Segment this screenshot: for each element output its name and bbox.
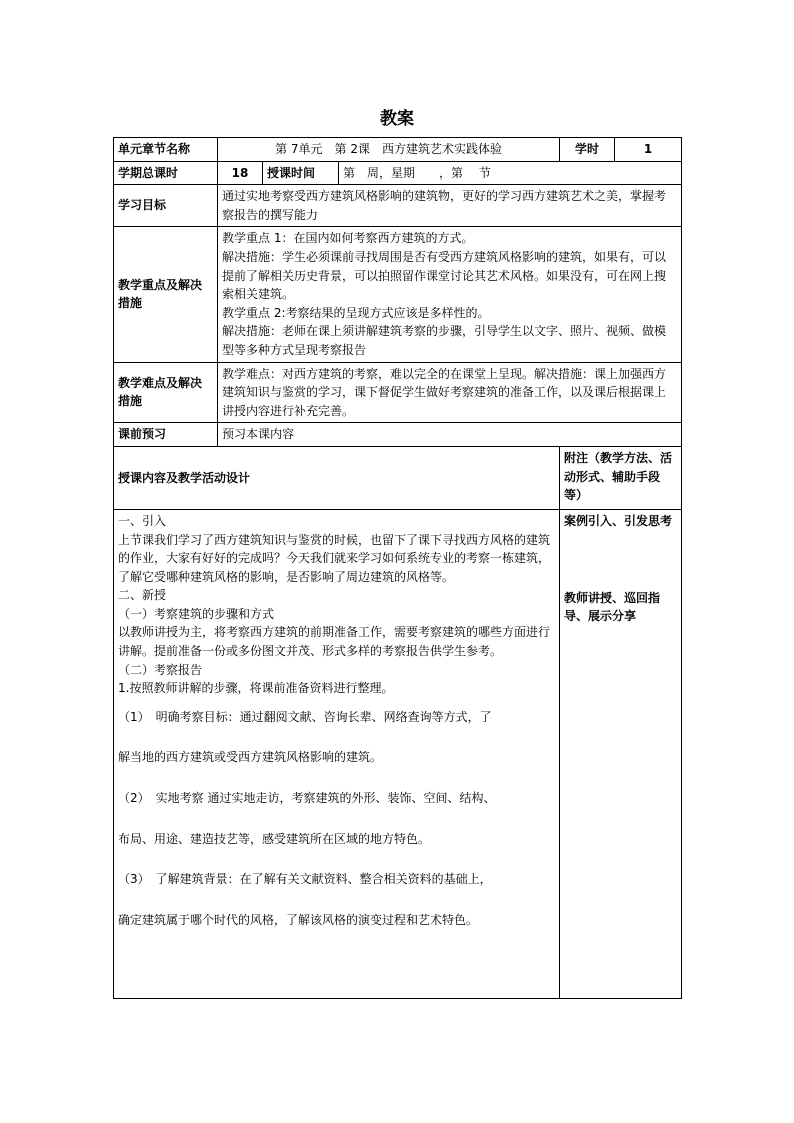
key-points-content xyxy=(218,227,682,362)
hours-value: 1 xyxy=(615,138,682,162)
lesson-plan-table xyxy=(113,137,682,999)
goal-text: 通过实地考察受西方建筑风格影响的建筑物，更好的学习西方建筑艺术之美，掌握考察报告的撰写能力 xyxy=(218,185,682,227)
key-points-row xyxy=(114,227,682,362)
class-time-label: 授课时间 xyxy=(263,161,339,185)
step-intro: 1.按照教师讲解的步骤，将课前准备资料进行整理。 xyxy=(118,681,394,696)
difficult-points-text: 教学难点：对西方建筑的考察，难以完全的在课堂上呈现。解决措施：课上加强西方建筑知识与鉴赏的学习，课下督促学生做好考察建筑的准备工作，以及课后根据课上讲授内容进行补充完善。 xyxy=(218,362,682,423)
key-point-2-solution: 解决措施：老师在课上须讲解建筑考察的步骤，引导学生以文字、照片、视频、做模型等多种方式呈现考察报告 xyxy=(222,324,667,357)
step-1-line-2: 解当地的西方建筑或受西方建筑风格影响的建筑。 xyxy=(118,750,383,765)
subsection-1-text: 以教师讲授为主，将考察西方建筑的前期准备工作，需要考察建筑的哪些方面进行讲解。提前准备一份或多份图文并茂、形式多样的考察报告供学生参考。 xyxy=(118,625,551,659)
step-2-line-1: （2） 实地考察 通过实地走访，考察建筑的外形、装饰、空间、结构、 xyxy=(118,791,496,806)
hours-label: 学时 xyxy=(560,138,615,162)
design-label: 授课内容及教学活动设计 xyxy=(114,446,560,509)
difficult-points-row xyxy=(114,362,682,423)
key-points-label: 教学重点及解决措施 xyxy=(114,227,218,362)
unit-row xyxy=(114,138,682,162)
step-3-line-2: 确定建筑属于哪个时代的风格，了解该风格的演变过程和艺术特色。 xyxy=(118,912,479,927)
note-2: 教师讲授、巡回指导、展示分享 xyxy=(564,590,661,624)
step-3-line-1: （3） 了解建筑背景：在了解有关文献资料、整合相关资料的基础上， xyxy=(118,872,492,887)
note-1: 案例引入、引发思考 xyxy=(564,513,673,528)
goal-label: 学习目标 xyxy=(114,185,218,227)
notes-column xyxy=(560,509,682,998)
intro-text: 上节课我们学习了西方建筑知识与鉴赏的时候，也留下了课下寻找西方风格的建筑的作业，大家有好好的完成吗？今天我们就来学习如何系统专业的考察一栋建筑，了解它受哪种建筑风格的影响，是否影响了周边建筑的风格等。 xyxy=(118,532,551,584)
key-point-2: 教学重点 2:考察结果的呈现方式应该是多样性的。 xyxy=(222,305,490,320)
preview-text: 预习本课内容 xyxy=(218,423,682,447)
content-row xyxy=(114,509,682,998)
preview-row xyxy=(114,423,682,447)
intro-heading: 一、引入 xyxy=(118,513,167,528)
step-1-line-1: （1） 明确考察目标：通过翻阅文献、咨询长辈、网络查询等方式，了 xyxy=(118,709,492,724)
lesson-content xyxy=(114,509,560,998)
total-row xyxy=(114,161,682,185)
preview-label: 课前预习 xyxy=(114,423,218,447)
unit-value: 第 7单元 第 2课 西方建筑艺术实践体验 xyxy=(218,138,560,162)
key-point-1: 教学重点 1：在国内如何考察西方建筑的方式。 xyxy=(222,231,474,246)
step-2-line-2: 布局、用途、建造技艺等，感受建筑所在区域的地方特色。 xyxy=(118,831,431,846)
goal-row xyxy=(114,185,682,227)
subsection-2-heading: （二）考察报告 xyxy=(118,662,203,677)
class-time-value: 第 周，星期 ，第 节 xyxy=(339,161,682,185)
difficult-points-label: 教学难点及解决措施 xyxy=(114,362,218,423)
page-title: 教案 xyxy=(380,109,414,129)
total-hours-value: 18 xyxy=(218,161,263,185)
unit-label: 单元章节名称 xyxy=(114,138,218,162)
design-header-row xyxy=(114,446,682,509)
total-hours-label: 学期总课时 xyxy=(114,161,218,185)
subsection-1-heading: （一）考察建筑的步骤和方式 xyxy=(118,606,275,621)
key-point-1-solution: 解决措施：学生必须课前寻找周围是否有受西方建筑风格影响的建筑，如果有，可以提前了解相关历史背景，可以拍照留作课堂讨论其艺术风格。如果没有，可在网上搜索相关建筑。 xyxy=(222,249,667,302)
new-lesson-heading: 二、新授 xyxy=(118,588,167,603)
notes-label: 附注（教学方法、活动形式、辅助手段等） xyxy=(560,446,682,509)
